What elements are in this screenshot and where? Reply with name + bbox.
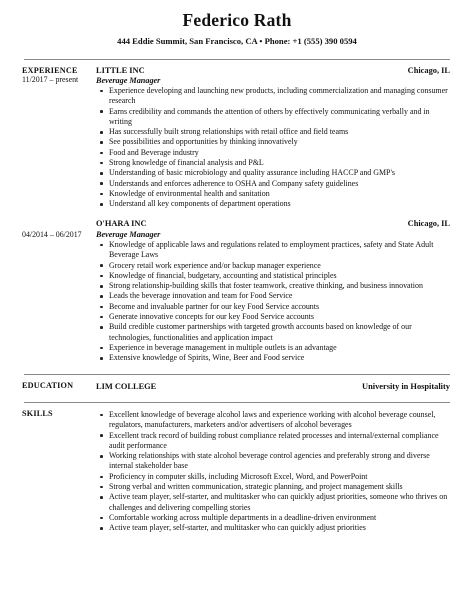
job-1-location: Chicago, IL (407, 66, 450, 75)
list-item: Knowledge of financial, budgetary, accounting and statistical principles (96, 271, 450, 281)
list-item: See possibilities and opportunities by thinking innovatively (96, 137, 450, 147)
skills-bullets (96, 410, 450, 534)
job-1-title: Beverage Manager (96, 76, 161, 85)
job-2-company: O'HARA INC (96, 219, 147, 228)
list-item: Understanding of basic microbiology and quality assurance including HACCP and GMP's (96, 168, 450, 178)
contact-line: 444 Eddie Summit, San Francisco, CA • Phone: +1 (555) 390 0594 (117, 36, 357, 46)
section-label-skills: SKILLS (22, 409, 53, 418)
job-2-title: Beverage Manager (96, 230, 161, 239)
section-divider (24, 59, 450, 60)
list-item: Earns credibility and commands the attention of others by effectively communicating verbally and in writing (96, 107, 450, 128)
list-item: Strong verbal and written communication, strategic planning, and project management skills (96, 482, 450, 492)
list-item: Food and Beverage industry (96, 148, 450, 158)
candidate-name: Federico Rath (182, 10, 292, 30)
job-2-location: Chicago, IL (407, 219, 450, 228)
job-2-bullets (96, 240, 450, 364)
list-item: Knowledge of environmental health and sanitation (96, 189, 450, 199)
job-1-dates: 11/2017 – present (22, 75, 79, 84)
list-item: Has successfully built strong relationships with retail office and field teams (96, 127, 450, 137)
list-item: Excellent knowledge of beverage alcohol laws and experience working with alcohol beverage counsel, regulators, manufacturers, marketers and/or advertisers of alcohol beverages (96, 410, 450, 431)
list-item: Generate innovative concepts for our key Food Service accounts (96, 312, 450, 322)
job-1-bullets (96, 86, 450, 210)
job-2-dates: 04/2014 – 06/2017 (22, 230, 82, 239)
list-item: Working relationships with state alcohol beverage control agencies and preferably strong and diverse internal stakeholder base (96, 451, 450, 472)
list-item: Leads the beverage innovation and team for Food Service (96, 291, 450, 301)
school-name: LIM COLLEGE (96, 382, 157, 391)
list-item: Active team player, self-starter, and multitasker who can quickly adjust priorities (96, 523, 450, 533)
section-divider (24, 402, 450, 403)
list-item: Strong knowledge of financial analysis and P&L (96, 158, 450, 168)
list-item: Comfortable working across multiple departments in a deadline-driven environment (96, 513, 450, 523)
list-item: Experience in beverage management in multiple outlets is an advantage (96, 343, 450, 353)
section-label-education: EDUCATION (22, 381, 74, 390)
list-item: Become and invaluable partner for our key Food Service accounts (96, 302, 450, 312)
list-item: Build credible customer partnerships with targeted growth accounts based on knowledge of our technologies, functionalities and application impact (96, 322, 450, 343)
list-item: Proficiency in computer skills, including Microsoft Excel, Word, and PowerPoint (96, 472, 450, 482)
section-divider (24, 374, 450, 375)
list-item: Grocery retail work experience and/or backup manager experience (96, 261, 450, 271)
section-label-experience: EXPERIENCE (22, 66, 78, 75)
list-item: Understand all key components of department operations (96, 199, 450, 209)
list-item: Experience developing and launching new products, including commercialization and managing consumer research (96, 86, 450, 107)
list-item: Extensive knowledge of Spirits, Wine, Beer and Food service (96, 353, 450, 363)
job-1-company: LITTLE INC (96, 66, 145, 75)
list-item: Strong relationship-building skills that foster teamwork, creative thinking, and business innovation (96, 281, 450, 291)
list-item: Knowledge of applicable laws and regulations related to employment practices, safety and State Adult Beverage Laws (96, 240, 450, 261)
list-item: Excellent track record of building robust compliance related processes and internal/external compliance audit performance (96, 431, 450, 452)
degree: University in Hospitality (362, 382, 450, 391)
list-item: Active team player, self-starter, and multitasker who can quickly adjust priorities, someone who thrives on challenges and delivering compelling stories (96, 492, 450, 513)
list-item: Understands and enforces adherence to OSHA and Company safety guidelines (96, 179, 450, 189)
